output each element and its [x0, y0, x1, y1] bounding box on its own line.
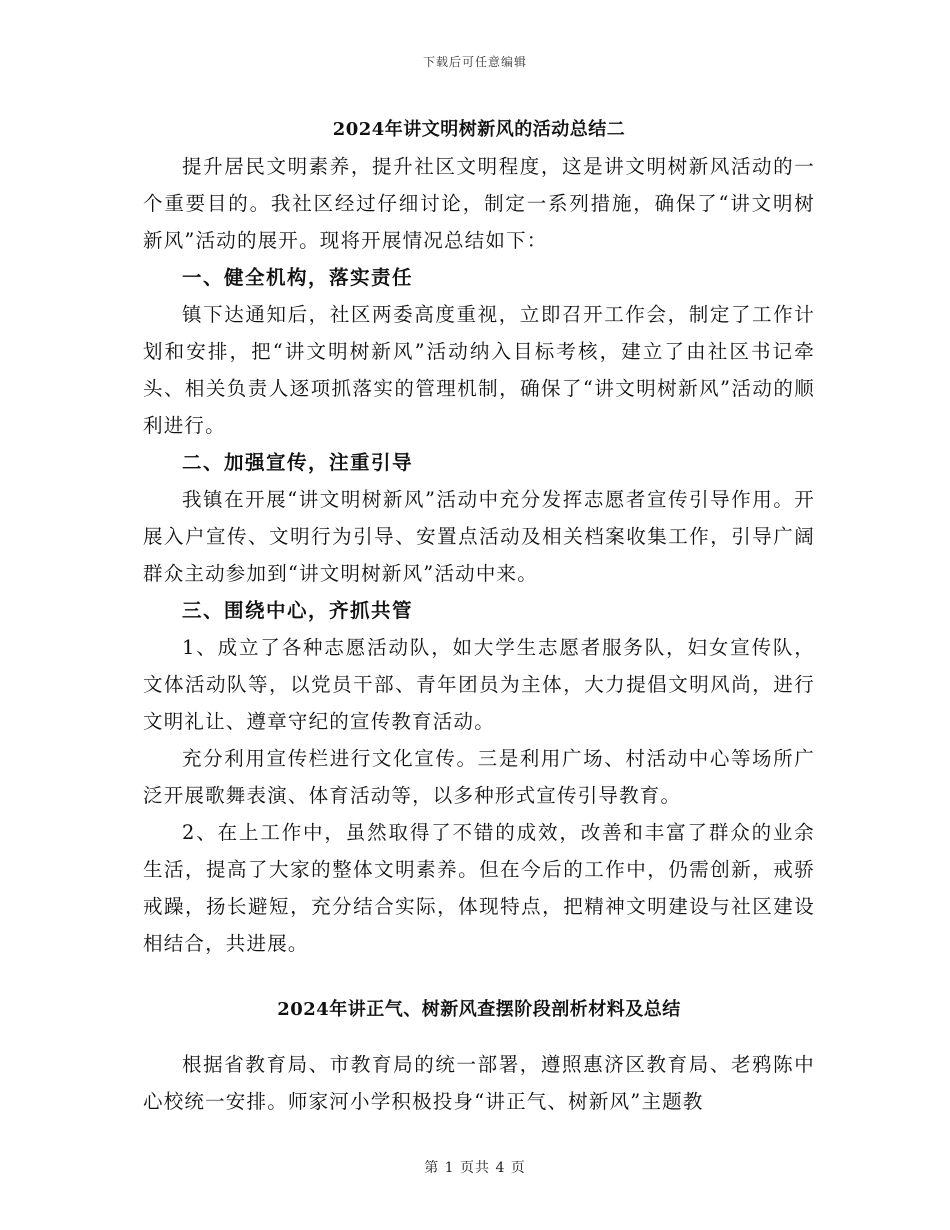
section-1-paragraph: 镇下达通知后，社区两委高度重视，立即召开工作会，制定了工作计划和安排，把“讲文明树新风”活动纳入目标考核，建立了由社区书记牵头、相关负责人逐项抓落实的管理机制，确保了“讲文明树新风”活动的顺利进行。 [143, 303, 815, 437]
article-title: 2024年讲文明树新风的活动总结二 [332, 119, 626, 140]
section-heading-2: 二、加强宣传，注重引导 [182, 451, 414, 474]
document-body [143, 112, 815, 1120]
section-3-item-1: 1、成立了各种志愿活动队，如大学生志愿者服务队，妇女宣传队，文体活动队等，以党员干部、青年团员为主体，大力提倡文明风尚，进行文明礼让、遵章守纪的宣传教育活动。 [143, 636, 815, 733]
section-3-paragraph-2: 充分利用宣传栏进行文化宣传。三是利用广场、村活动中心等场所广泛开展歌舞表演、体育活动等，以多种形式宣传引导教育。 [143, 747, 815, 807]
page-header-note: 下载后可任意编辑 [422, 55, 527, 69]
section-3-item-2: 2、在上工作中，虽然取得了不错的成效，改善和丰富了群众的业余生活，提高了大家的整体文明素养。但在今后的工作中，仍需创新，戒骄戒躁，扬长避短，充分结合实际，体现特点，把精神文明建设与社区建设相结合，共进展。 [143, 821, 815, 955]
section-2-paragraph: 我镇在开展“讲文明树新风”活动中充分发挥志愿者宣传引导作用。开展入户宣传、文明行为引导、安置点活动及相关档案收集工作，引导广阔群众主动参加到“讲文明树新风”活动中来。 [143, 488, 815, 585]
section-heading-1: 一、健全机构，落实责任 [182, 266, 414, 289]
article-intro-paragraph: 提升居民文明素养，提升社区文明程度，这是讲文明树新风活动的一个重要目的。我社区经过仔细讨论，制定一系列措施，确保了“讲文明树新风”活动的展开。现将开展情况总结如下： [143, 155, 815, 252]
page-footer-number: 第 1 页共 4 页 [424, 1160, 526, 1176]
section-heading-3: 三、围绕中心，齐抓共管 [182, 599, 414, 622]
second-article-title: 2024年讲正气、树新风查摆阶段剖析材料及总结 [277, 999, 681, 1020]
second-article-intro: 根据省教育局、市教育局的统一部署，遵照惠济区教育局、老鸦陈中心校统一安排。师家河小学积极投身“讲正气、树新风”主题教 [143, 1053, 815, 1113]
